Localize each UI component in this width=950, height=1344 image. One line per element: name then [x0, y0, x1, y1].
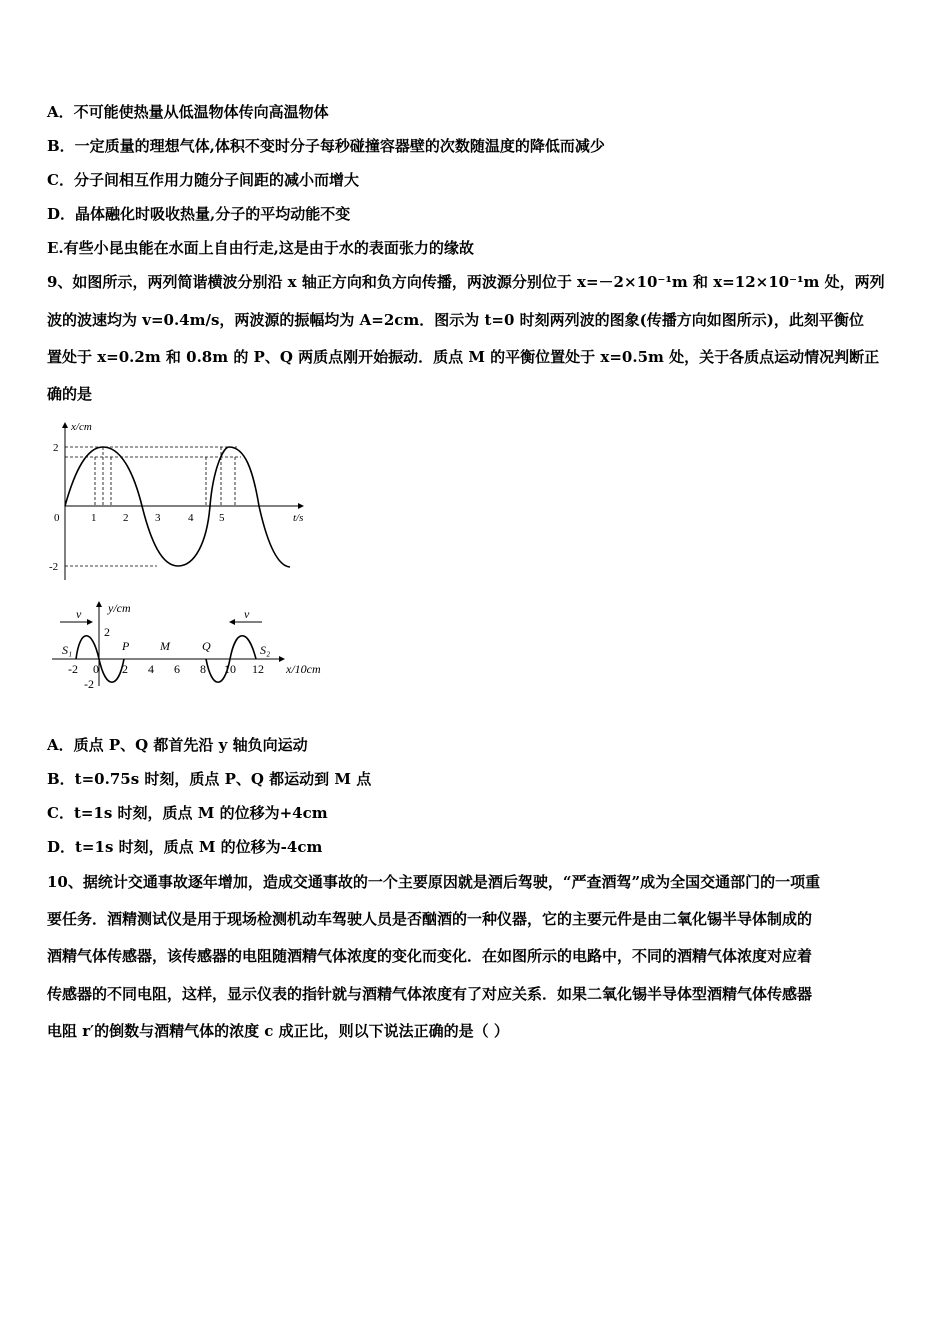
g2-xtick-12: 12 [252, 662, 264, 676]
vibration-graph [45, 415, 315, 585]
g1-xtick-4: 4 [188, 512, 194, 524]
g2-ytick-neg2: -2 [84, 677, 94, 691]
g1-xlabel: t/s [293, 512, 304, 524]
q9-option-c: C．t=1s 时刻，质点 M 的位移为+4cm [47, 804, 328, 822]
q10-line-4: 传感器的不同电阻，这样，显示仪表的指针就与酒精气体浓度有了对应关系．如果二氧化锡半导体型酒精气体传感器 [47, 985, 813, 1003]
g2-ytick-2: 2 [104, 625, 110, 639]
g2-xlabel: x/10cm [286, 662, 321, 676]
q9-option-b: B．t=0.75s 时刻，质点 P、Q 都运动到 M 点 [47, 770, 372, 788]
g2-xtick-10: 10 [224, 662, 236, 676]
g1-xtick-1: 1 [91, 512, 97, 524]
g2-point-m: M [160, 639, 170, 653]
q9-option-a: A．质点 P、Q 都首先沿 y 轴负向运动 [47, 736, 308, 754]
q9-stem-line-1: 9、如图所示，两列简谐横波分别沿 x 轴正方向和负方向传播，两波源分别位于 x=－2×10⁻¹m 和 x=12×10⁻¹m 处，两列 [47, 273, 885, 291]
g1-ytick-neg2: -2 [49, 561, 59, 573]
wave-graph [48, 598, 333, 698]
g2-right-velocity-label: v [244, 607, 250, 621]
q9-stem-line-3: 置处于 x=0.2m 和 0.8m 的 P、Q 两质点刚开始振动．质点 M 的平衡位置处于 x=0.5m 处，关于各质点运动情况判断正 [47, 348, 880, 366]
q8-option-e: E.有些小昆虫能在水面上自由行走,这是由于水的表面张力的缘故 [47, 239, 474, 257]
q8-option-b: B．一定质量的理想气体,体积不变时分子每秒碰撞容器壁的次数随温度的降低而减少 [47, 137, 605, 155]
g2-xtick-0: 0 [93, 662, 99, 676]
g1-ylabel: x/cm [71, 421, 92, 433]
g1-xtick-3: 3 [155, 512, 161, 524]
g2-xtick-6: 6 [174, 662, 180, 676]
g2-point-p: P [122, 639, 130, 653]
g1-xtick-5: 5 [219, 512, 225, 524]
g2-xtick-2: 2 [122, 662, 128, 676]
q10-line-3: 酒精气体传感器，该传感器的电阻随酒精气体浓度的变化而变化．在如图所示的电路中，不同的酒精气体浓度对应着 [47, 947, 813, 965]
q10-line-1: 10、据统计交通事故逐年增加，造成交通事故的一个主要原因就是酒后驾驶，“严查酒驾”成为全国交通部门的一项重 [47, 873, 821, 891]
q10-line-5: 电阻 r′的倒数与酒精气体的浓度 c 成正比，则以下说法正确的是（ ） [47, 1022, 509, 1040]
g1-ytick-2: 2 [53, 442, 59, 454]
g2-ylabel: y/cm [108, 601, 131, 615]
g2-point-s2: S₂ [260, 643, 271, 657]
g1-sine-curve [65, 447, 290, 567]
g2-xtick-8: 8 [200, 662, 206, 676]
q8-option-a: A．不可能使热量从低温物体传向高温物体 [47, 103, 329, 121]
g1-xtick-2: 2 [123, 512, 129, 524]
q9-stem-line-4: 确的是 [47, 385, 93, 403]
q9-stem-line-2: 波的波速均为 v=0.4m/s，两波源的振幅均为 A=2cm．图示为 t=0 时刻两列波的图象(传播方向如图所示)，此刻平衡位 [47, 311, 864, 329]
g2-left-velocity-label: v [76, 607, 82, 621]
q10-line-2: 要任务．酒精测试仪是用于现场检测机动车驾驶人员是否酗酒的一种仪器，它的主要元件是由二氧化锡半导体制成的 [47, 910, 813, 928]
g2-point-s1: S₁ [62, 643, 73, 657]
q9-option-d: D．t=1s 时刻，质点 M 的位移为-4cm [47, 838, 323, 856]
g2-point-q: Q [202, 639, 211, 653]
q8-option-d: D．晶体融化时吸收热量,分子的平均动能不变 [47, 205, 351, 223]
g2-xtick--2: -2 [68, 662, 78, 676]
g2-xtick-4: 4 [148, 662, 154, 676]
g1-origin: 0 [54, 512, 60, 524]
q8-option-c: C．分子间相互作用力随分子间距的减小而增大 [47, 171, 359, 189]
